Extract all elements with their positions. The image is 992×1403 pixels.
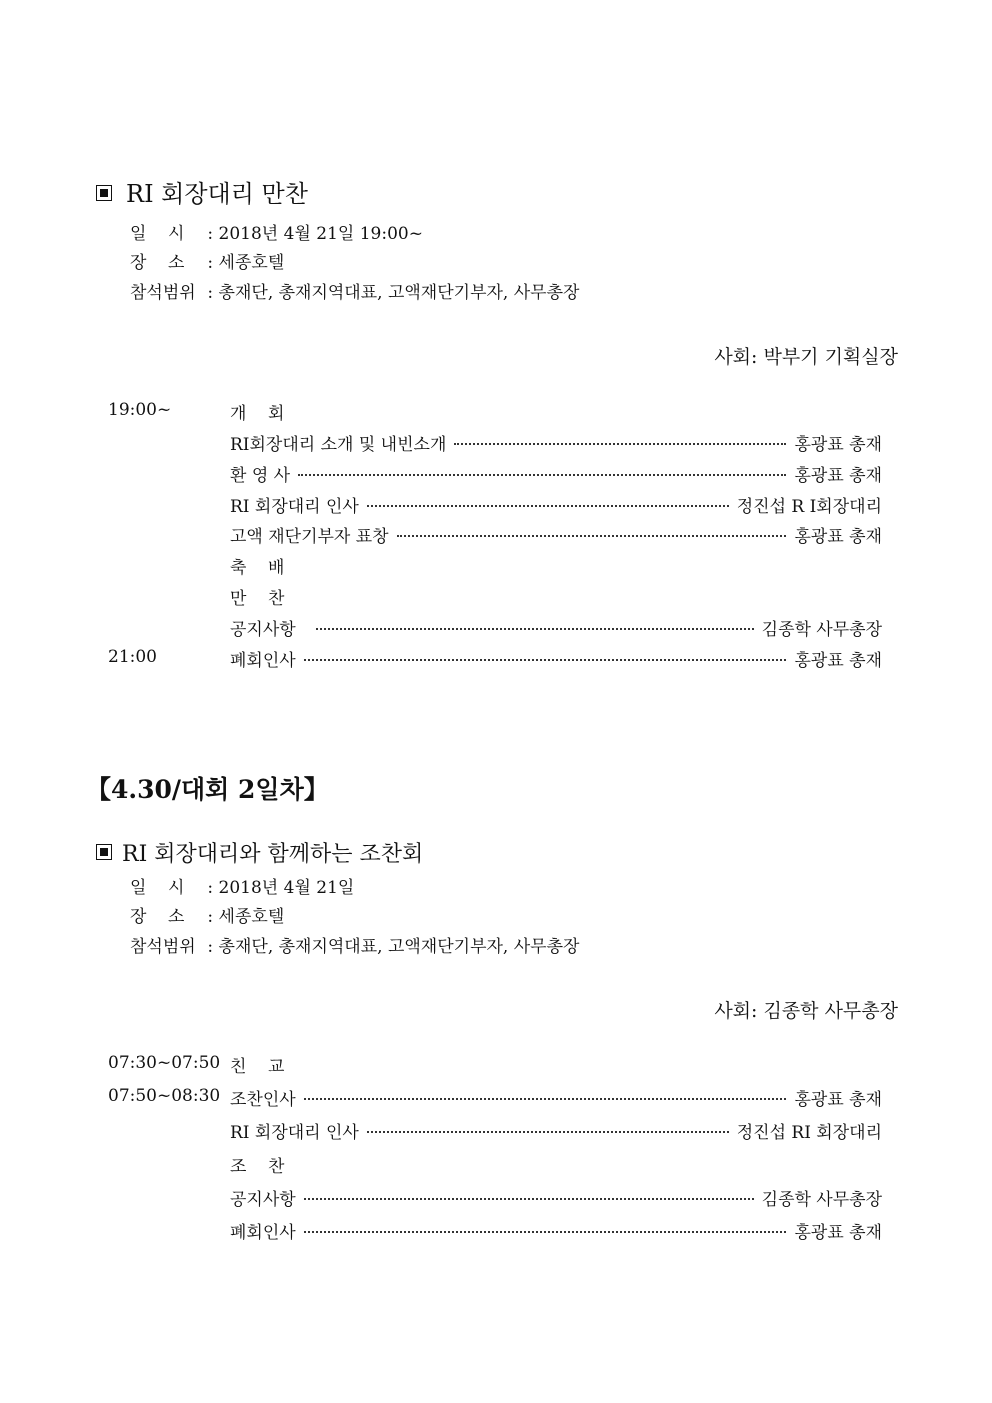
program-item: RI 회장대리 인사 — [230, 497, 359, 517]
program-row — [230, 646, 882, 670]
program-speaker: 홍광표 총재 — [794, 1090, 882, 1110]
leader-dots — [316, 628, 754, 630]
program-row — [230, 430, 882, 454]
program-speaker: 홍광표 총재 — [794, 651, 882, 671]
leader-dots — [304, 1231, 787, 1233]
place-value: 세종호텔 — [218, 907, 285, 927]
section1-start-time: 19:00~ — [108, 400, 172, 420]
attend-label: 참석범위 — [130, 283, 196, 303]
section1-host: 사회: 박부기 기획실장 — [714, 346, 898, 368]
section2-date: 일 시 : 2018년 4월 21일 — [130, 873, 354, 898]
program-row — [230, 615, 882, 639]
section2-time-1: 07:30~07:50 — [108, 1053, 221, 1073]
program-item: 개 회 — [230, 404, 285, 424]
day-heading: 【4.30/대회 2일차】 — [86, 775, 329, 804]
program-row — [230, 522, 882, 546]
program-item: 폐회인사 — [230, 1223, 296, 1243]
program-item: 조 찬 — [230, 1157, 285, 1177]
date-value: 2018년 4월 21일 — [218, 878, 355, 898]
leader-dots — [298, 474, 786, 476]
program-speaker: 정진섭 RI 회장대리 — [736, 1123, 882, 1143]
program-item: 폐회인사 — [230, 651, 296, 671]
filled-square-icon — [96, 844, 112, 860]
program-item: RI 회장대리 인사 — [230, 1123, 359, 1143]
place-label: 장 소 — [130, 253, 185, 273]
attend-label: 참석범위 — [130, 937, 196, 957]
program-speaker: 홍광표 총재 — [794, 527, 882, 547]
program-item: 고액 재단기부자 표창 — [230, 527, 389, 547]
program-row — [230, 584, 882, 608]
program-row — [230, 1218, 882, 1242]
program-row — [230, 1052, 882, 1076]
program-row — [230, 492, 882, 516]
program-row — [230, 1118, 882, 1142]
leader-dots — [367, 1131, 729, 1133]
leader-dots — [304, 1098, 787, 1100]
attend-value: 총재단, 총재지역대표, 고액재단기부자, 사무총장 — [218, 283, 580, 303]
program-speaker: 홍광표 총재 — [794, 1223, 882, 1243]
program-item: RI회장대리 소개 및 내빈소개 — [230, 435, 447, 455]
program-item: 축 배 — [230, 558, 285, 578]
section1-attend: 참석범위 : 총재단, 총재지역대표, 고액재단기부자, 사무총장 — [130, 278, 579, 303]
section2-title-text: RI 회장대리와 함께하는 조찬회 — [122, 842, 424, 867]
date-value: 2018년 4월 21일 19:00~ — [218, 224, 423, 244]
section1-title-text: RI 회장대리 만찬 — [126, 180, 308, 208]
program-row — [230, 1085, 882, 1109]
program-row — [230, 461, 882, 485]
program-speaker: 홍광표 총재 — [794, 466, 882, 486]
leader-dots — [397, 535, 787, 537]
program-speaker: 김종학 사무총장 — [761, 1190, 882, 1210]
program-speaker: 김종학 사무총장 — [761, 620, 882, 640]
section1-place: 장 소 : 세종호텔 — [130, 248, 284, 273]
section2-time-2: 07:50~08:30 — [108, 1086, 221, 1106]
program-item: 환 영 사 — [230, 466, 291, 486]
program-row — [230, 1152, 882, 1176]
program-speaker: 정진섭 R I회장대리 — [736, 497, 882, 517]
section1-date: 일 시 : 2018년 4월 21일 19:00~ — [130, 219, 423, 244]
program-row — [230, 553, 882, 577]
attend-value: 총재단, 총재지역대표, 고액재단기부자, 사무총장 — [218, 937, 580, 957]
section2-place: 장 소 : 세종호텔 — [130, 902, 284, 927]
section2-attend: 참석범위 : 총재단, 총재지역대표, 고액재단기부자, 사무총장 — [130, 932, 579, 957]
program-item: 친 교 — [230, 1057, 285, 1077]
place-label: 장 소 — [130, 907, 185, 927]
leader-dots — [367, 505, 729, 507]
program-item: 조찬인사 — [230, 1090, 296, 1110]
leader-dots — [304, 659, 787, 661]
leader-dots — [454, 443, 786, 445]
program-item: 공지사항 — [230, 620, 296, 640]
program-item: 공지사항 — [230, 1190, 296, 1210]
filled-square-icon — [96, 185, 112, 201]
section1-end-time: 21:00 — [108, 647, 157, 667]
leader-dots — [304, 1198, 754, 1200]
section2-host: 사회: 김종학 사무총장 — [714, 1000, 898, 1022]
program-row — [230, 399, 882, 423]
section1-title — [96, 174, 308, 209]
date-label: 일 시 — [130, 224, 185, 244]
section2-title — [96, 837, 423, 868]
date-label: 일 시 — [130, 878, 185, 898]
program-item: 만 찬 — [230, 589, 285, 609]
program-row — [230, 1185, 882, 1209]
program-speaker: 홍광표 총재 — [794, 435, 882, 455]
place-value: 세종호텔 — [218, 253, 285, 273]
